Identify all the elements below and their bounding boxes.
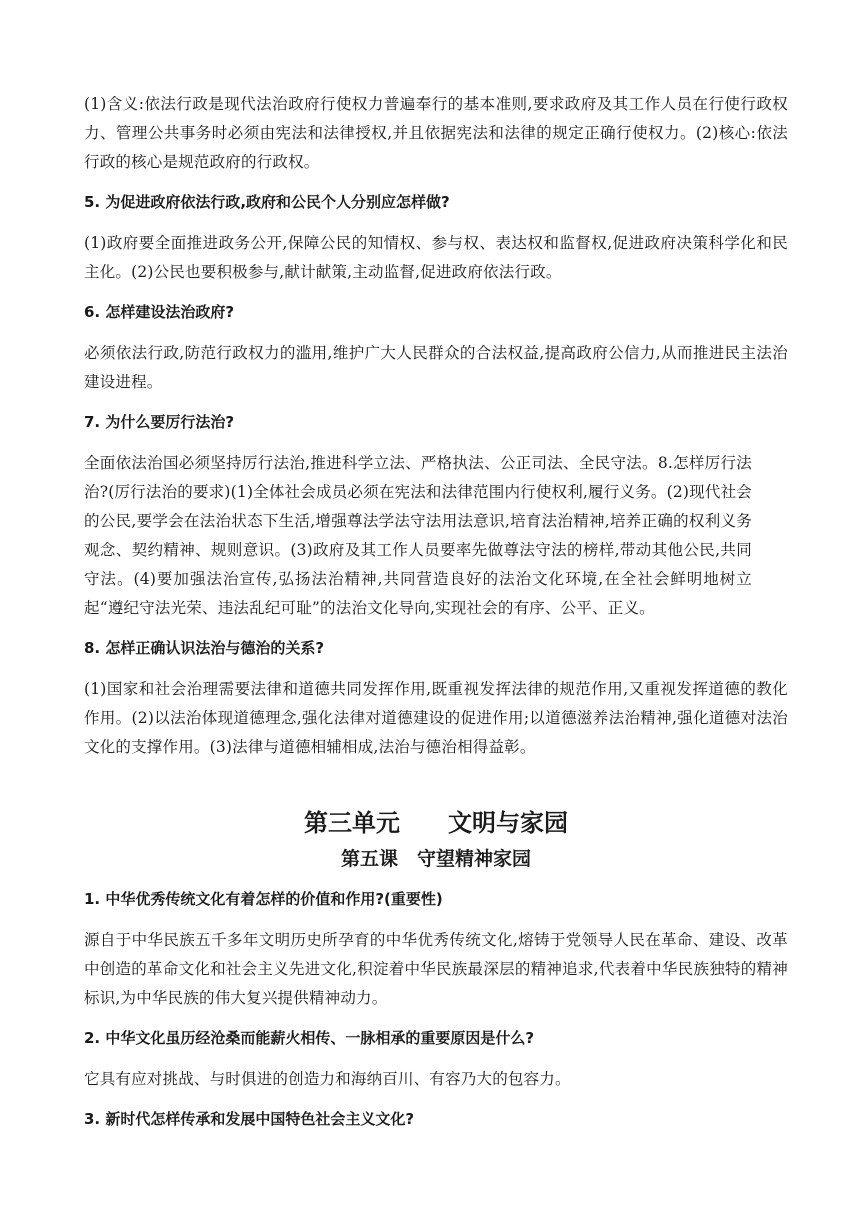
question-8-answer: (1)国家和社会治理需要法律和道德共同发挥作用,既重视发挥法律的规范作用,又重视发挥道德的教化作用。(2)以法治体现道德理念,强化法律对道德建设的促进作用;以道德滋养法治精神,强化道德对法治文化的支撑作用。(3)法律与道德相辅相成,法治与德治相得益彰。	[84, 680, 788, 756]
question-7-heading: 7. 为什么要厉行法治?	[84, 413, 235, 431]
intro-paragraph: (1)含义:依法行政是现代法治政府行使权力普遍奉行的基本准则,要求政府及其工作人员在行使行政权力、管理公共事务时必须由宪法和法律授权,并且依据宪法和法律的规定正确行使权力。(2)核心:依法行政的核心是规范政府的行政权。	[84, 95, 788, 171]
lesson-question-1-answer: 源自于中华民族五千多年文明历史所孕育的中华优秀传统文化,熔铸于党领导人民在革命、建设、改革中创造的革命文化和社会主义先进文化,积淀着中华民族最深层的精神追求,代表着中华民族独特的精神标识,为中华民族的伟大复兴提供精神动力。	[84, 931, 788, 1007]
lesson-question-2-answer: 它具有应对挑战、与时俱进的创造力和海纳百川、有容乃大的包容力。	[84, 1070, 571, 1088]
lesson-question-2-heading: 2. 中华文化虽历经沧桑而能薪火相传、一脉相承的重要原因是什么?	[84, 1029, 535, 1047]
question-7-answer: 全面依法治国必须坚持厉行法治,推进科学立法、严格执法、公正司法、全民守法。8.怎样厉行法治?(厉行法治的要求)(1)全体社会成员必须在宪法和法律范围内行使权利,履行义务。(2)现代社会的公民,要学会在法治状态下生活,增强尊法学法守法用法意识,培育法治精神,培养正确的权利义务观念、契约精神、规则意识。(3)政府及其工作人员要率先做尊法守法的榜样,带动其他公民,共同守法。(4)要加强法治宣传,弘扬法治精神,共同营造良好的法治文化环境,在全社会鲜明地树立起“遵纪守法光荣、违法乱纪可耻”的法治文化导向,实现社会的有序、公平、正义。	[84, 454, 752, 617]
lesson-title: 第五课 守望精神家园	[340, 848, 531, 870]
lesson-question-1-heading: 1. 中华优秀传统文化有着怎样的价值和作用?(重要性)	[84, 890, 443, 908]
question-5-answer: (1)政府要全面推进政务公开,保障公民的知情权、参与权、表达权和监督权,促进政府决策科学化和民主化。(2)公民也要积极参与,献计献策,主动监督,促进政府依法行政。	[84, 234, 788, 281]
question-6-answer: 必须依法行政,防范行政权力的滥用,维护广大人民群众的合法权益,提高政府公信力,从而推进民主法治建设进程。	[84, 344, 788, 391]
unit-title: 第三单元 文明与家园	[304, 809, 568, 837]
lesson-question-3-heading: 3. 新时代怎样传承和发展中国特色社会主义文化?	[84, 1110, 415, 1128]
question-6-heading: 6. 怎样建设法治政府?	[84, 303, 235, 321]
document-page	[84, 90, 788, 1146]
question-8-heading: 8. 怎样正确认识法治与德治的关系?	[84, 639, 325, 657]
question-5-heading: 5. 为促进政府依法行政,政府和公民个人分别应怎样做?	[84, 193, 450, 211]
